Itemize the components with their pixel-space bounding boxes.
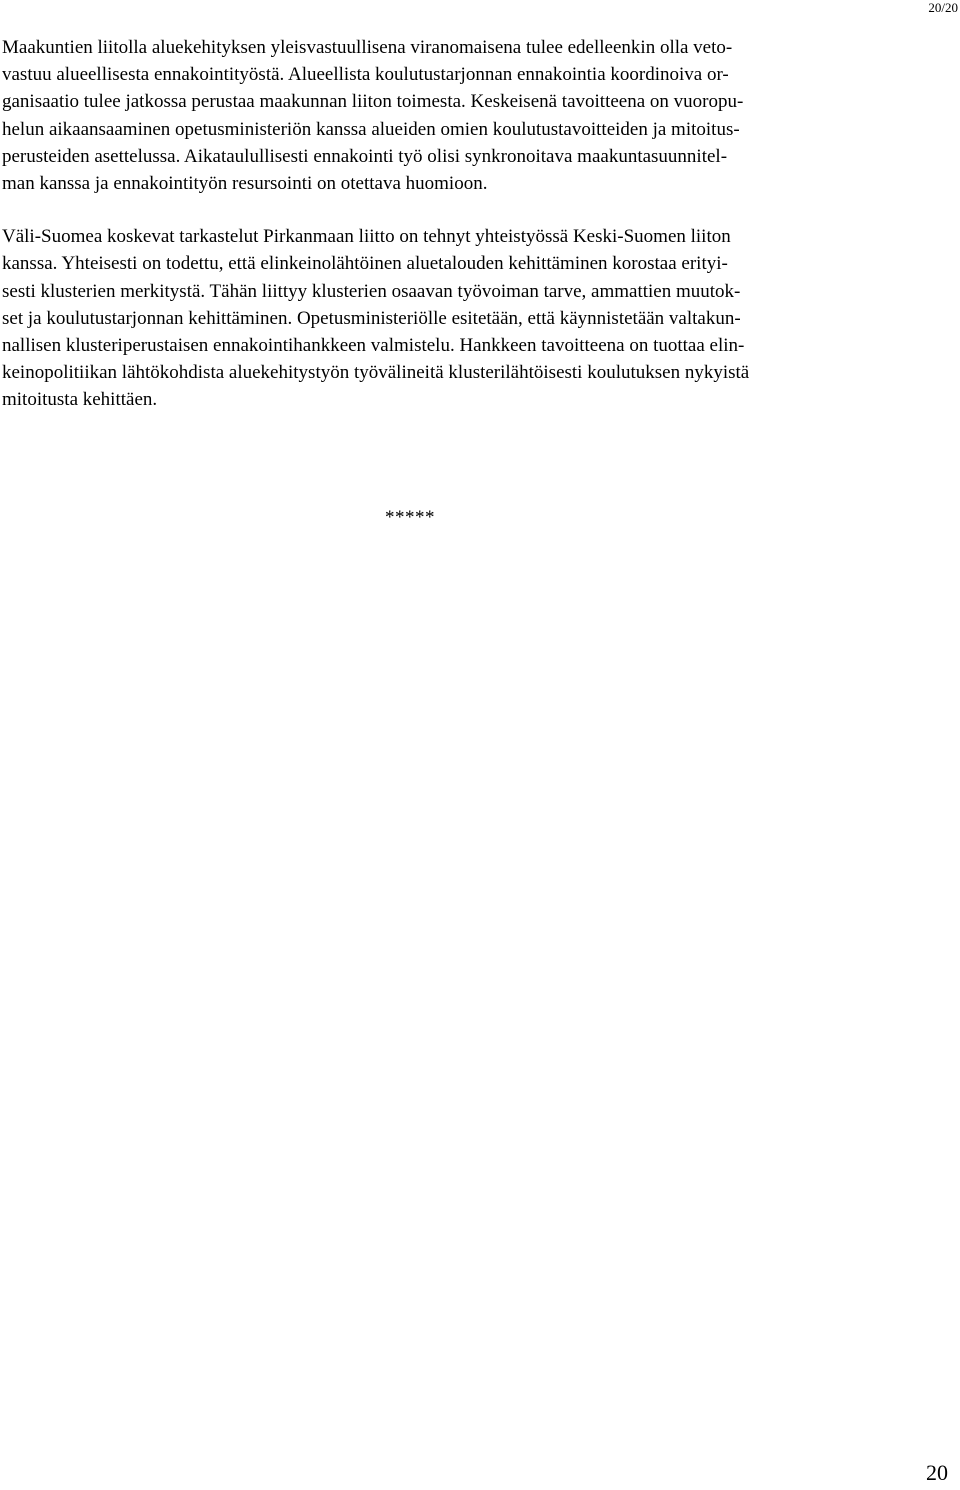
body-paragraph-2: Väli-Suomea koskevat tarkastelut Pirkanmaan liitto on tehnyt yhteistyössä Keski-Suomen liiton kanssa. Yhteisesti on todettu, että elinkeinolähtöinen aluetalouden kehittäminen korostaa erityi- sesti klusterien merkitystä. Tähän liittyy klusterien osaavan työvoiman tarve, ammattien muutok- set ja koulutustarjonnan kehittäminen. Opetusministeriölle esitetään, että käynnistetään valtakun- nallisen klusteriperustaisen ennakointihankkeen valmistelu. Hankkeen tavoitteena on tuottaa elin- keinopolitiikan lähtökohdista aluekehitystyön työvälineitä klusterilähtöisesti koulutuksen nykyistä mitoitusta kehittäen. bbox=[2, 226, 750, 411]
document-body bbox=[2, 34, 954, 414]
section-separator: ***** bbox=[385, 507, 435, 528]
page-number: 20 bbox=[926, 1460, 948, 1485]
page-header-label: 20/20 bbox=[928, 0, 958, 15]
body-paragraph-1: Maakuntien liitolla aluekehityksen yleisvastuullisena viranomaisena tulee edelleenkin olla veto- vastuu alueellisesta ennakointityöstä. Alueellista koulutustarjonnan ennakointia koordinoiva or- ganisaatio tulee jatkossa perustaa maakunnan liiton toimesta. Keskeisenä tavoitteena on vuoropu- helun aikaansaaminen opetusministeriön kanssa alueiden omien koulutustavoitteiden ja mitoitus- perusteiden asettelussa. Aikataulullisesti ennakointi työ olisi synkronoitava maakuntasuunnitel- man kanssa ja ennakointityön resursointi on otettava huomioon. bbox=[2, 37, 744, 195]
